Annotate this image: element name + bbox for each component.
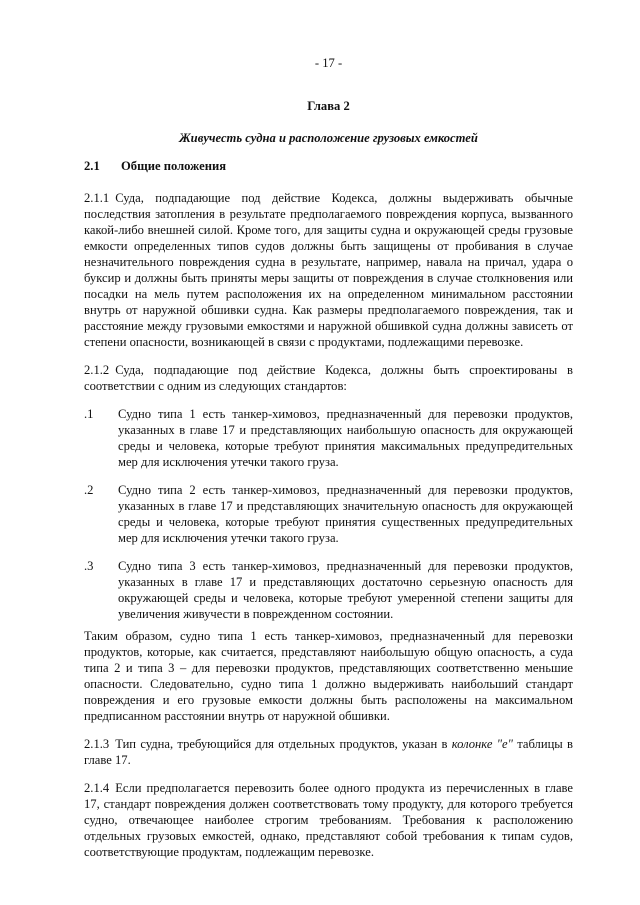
chapter-title: Глава 2 [307,99,350,113]
chapter-subtitle: Живучесть судна и расположение грузовых емкостей [179,131,478,145]
list-item-type-3 [84,558,573,622]
paragraph-number: 2.1.3 [84,737,110,751]
paragraph-number: 2.1.2 [84,363,110,377]
paragraph-2-1-3 [84,736,573,768]
paragraph-text: Если предполагается перевозить более одного продукта из перечисленных в главе 17, стандарт повреждения должен соответствовать тому продукту, для которого требуется судно, отвечающее наиболее строгим требованиям. Требования к расположению отдельных грузовых емкостей, однако, представляют собой требования к типам судов, соответствующие продуктам, подлежащим перевозке. [84,781,573,859]
section-heading [84,158,573,174]
paragraph-text: Суда, подпадающие под действие Кодекса, должны быть спроектированы в соответствии с одним из следующих стандартов: [84,363,573,393]
column-reference: колонке "e" [451,737,513,751]
section-number: 2.1 [84,159,100,173]
list-text: Судно типа 2 есть танкер-химовоз, предназначенный для перевозки продуктов, указанных в главе 17 и представляющих значительную опасность для окружающей среды и человека, которые требуют принятия существенных предупредительных мер для исключения утечки такого груза. [118,483,573,545]
section-title: Общие положения [121,159,227,173]
list-text: Судно типа 1 есть танкер-химовоз, предназначенный для перевозки продуктов, указанных в главе 17 и представляющих наибольшую опасность для окружающей среды и человека, которые требуют принятия максимальных предупредительных мер для исключения утечки такого груза. [118,407,573,469]
paragraph-text-after: таблицы в главе 17. [84,737,573,767]
document-page [84,55,573,872]
list-item-type-2 [84,482,573,546]
page-number: - 17 - [314,56,343,70]
list-text: Судно типа 3 есть танкер-химовоз, предназначенный для перевозки продуктов, указанных в главе 17 и представляющих достаточно серьезную опасность для окружающей среды и человека, которые требуют умеренной степени защиты для увеличения живучести в поврежденном состоянии. [118,559,573,621]
list-marker: .3 [84,559,94,573]
paragraph-text-before: Тип судна, требующийся для отдельных продуктов, указан в [115,737,452,751]
paragraph-2-1-2 [84,362,573,394]
paragraph-2-1-4 [84,780,573,860]
list-marker: .2 [84,483,94,497]
list-marker: .1 [84,407,94,421]
paragraph-2-1-1 [84,190,573,350]
paragraph-number: 2.1.4 [84,781,110,795]
paragraph-number: 2.1.1 [84,191,110,205]
paragraph-text: Суда, подпадающие под действие Кодекса, должны выдерживать обычные последствия затопления в результате предполагаемого повреждения корпуса, вызванного какой-либо внешней силой. Кроме того, для защиты судна и окружающей среды грузовые емкости определенных типов судов должны быть защищены от пробивания в случае незначительного повреждения судна в результате, например, навала на причал, удара о буксир и должны быть приняты меры защиты от повреждения в случае столкновения или посадки на мель путем расположения их на определенном минимальном расстоянии внутрь от наружной обшивки судна. Как размеры предполагаемого повреждения, так и расстояние между грузовыми емкостями и наружной обшивкой судна должны зависеть от степени опасности, возникающей в связи с продуктами, подлежащими перевозке. [84,191,573,349]
summary-paragraph: Таким образом, судно типа 1 есть танкер-химовоз, предназначенный для перевозки продуктов, которые, как считается, представляют наибольшую общую опасность, а суда типа 2 и типа 3 – для перевозки продуктов, представляющих соответственно меньшие опасности. Следовательно, судно типа 1 должно выдерживать наибольший стандарт повреждения и его грузовые емкости должны быть расположены на максимальном предписанном расстоянии внутрь от наружной обшивки. [84,629,573,723]
list-item-type-1 [84,406,573,470]
